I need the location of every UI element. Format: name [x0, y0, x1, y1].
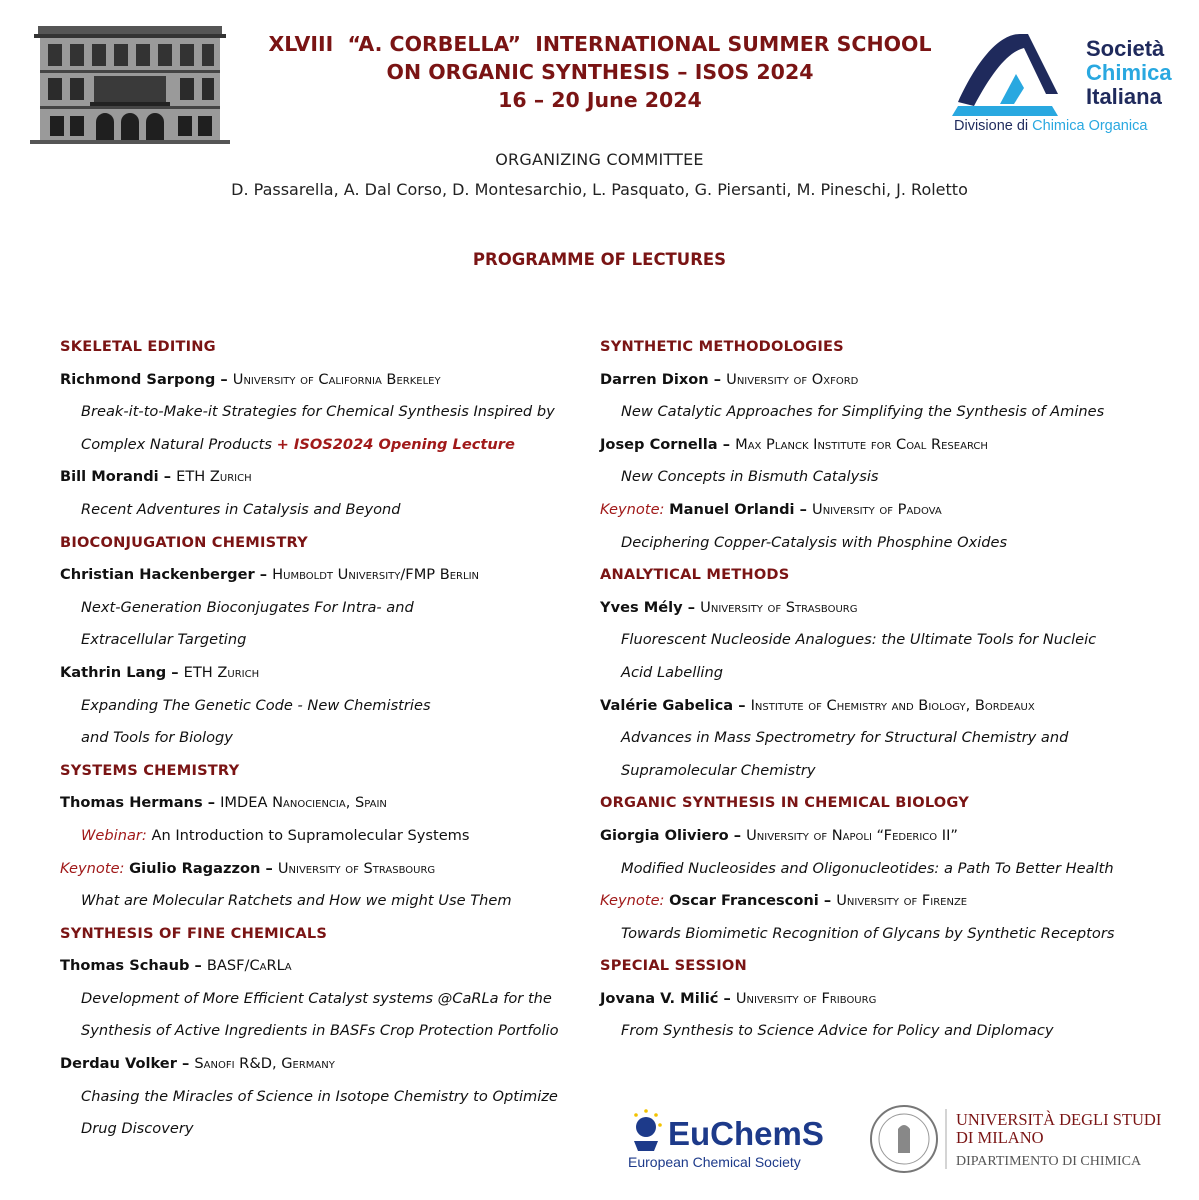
sci-division-b: Chimica Organica — [1032, 118, 1148, 134]
speaker-affiliation: Humboldt University/FMP Berlin — [272, 566, 480, 584]
section-heading: SYSTEMS CHEMISTRY — [60, 761, 240, 779]
speaker-affiliation: University of Fribourg — [735, 989, 877, 1007]
speaker-affiliation: University of Napoli “Federico II” — [746, 826, 958, 844]
speaker-affiliation: Sanofi R&D, Germany — [194, 1055, 335, 1073]
lecture-title: Webinar: An Introduction to Supramolecular Systems — [81, 826, 470, 844]
unimi-line-1: UNIVERSITÀ DEGLI STUDI — [956, 1110, 1162, 1129]
section-heading: ORGANIC SYNTHESIS IN CHEMICAL BIOLOGY — [600, 794, 970, 812]
speaker-affiliation: University of Padova — [812, 500, 942, 518]
speaker-name: Jovana V. Milić — [600, 989, 719, 1007]
euchems-subtitle: European Chemical Society — [628, 1154, 801, 1170]
speaker-line: Keynote: Giulio Ragazzon – University of Strasbourg — [60, 859, 436, 877]
lecture-title: and Tools for Biology — [81, 729, 233, 747]
speaker-line: Darren Dixon – University of Oxford — [600, 370, 859, 388]
speaker-affiliation: Institute of Chemistry and Biology, Bordeaux — [750, 696, 1035, 714]
speaker-name: Valérie Gabelica — [600, 696, 734, 714]
euchems-star-icon — [634, 1109, 662, 1151]
euchems-name: EuChemS — [668, 1115, 824, 1152]
speaker-name: Thomas Schaub — [60, 957, 190, 975]
title-line-2: ON ORGANIC SYNTHESIS – ISOS 2024 — [386, 60, 814, 84]
lecture-title: Extracellular Targeting — [81, 631, 247, 649]
speaker-line: Kathrin Lang – ETH Zurich — [60, 663, 260, 681]
sci-division-a: Divisione di — [954, 118, 1033, 134]
speaker-name: Derdau Volker — [60, 1055, 177, 1073]
lecture-title: Towards Biomimetic Recognition of Glycans by Synthetic Receptors — [621, 924, 1115, 942]
speaker-line: Josep Cornella – Max Planck Institute for Coal Research — [600, 435, 988, 453]
speaker-affiliation: University of Firenze — [836, 892, 968, 910]
lecture-title: Advances in Mass Spectrometry for Structural Chemistry and — [621, 729, 1069, 747]
speaker-name: Oscar Francesconi — [669, 892, 819, 910]
keynote-label: Keynote: — [600, 892, 665, 910]
keynote-label: Keynote: — [60, 859, 125, 877]
lecture-title: From Synthesis to Science Advice for Policy and Diplomacy — [621, 1022, 1054, 1040]
speaker-name: Christian Hackenberger — [60, 566, 255, 584]
title-line-3: 16 – 20 June 2024 — [498, 88, 702, 112]
speaker-line: Richmond Sarpong – University of California Berkeley — [60, 370, 441, 388]
speaker-affiliation: ETH Zurich — [176, 468, 252, 486]
speaker-line: Bill Morandi – ETH Zurich — [60, 468, 252, 486]
speaker-affiliation: University of Strasbourg — [700, 598, 858, 616]
lecture-title: New Catalytic Approaches for Simplifying the Synthesis of Amines — [621, 403, 1105, 421]
speaker-name: Thomas Hermans — [60, 794, 203, 812]
speaker-line: Valérie Gabelica – Institute of Chemistry and Biology, Bordeaux — [600, 696, 1035, 714]
speaker-name: Giorgia Oliviero — [600, 826, 729, 844]
keynote-label: Keynote: — [600, 500, 665, 518]
lecture-title: Chasing the Miracles of Science in Isotope Chemistry to Optimize — [81, 1087, 558, 1105]
lecture-title: Recent Adventures in Catalysis and Beyond — [81, 500, 401, 518]
lecture-title: Development of More Efficient Catalyst systems @CaRLa for the — [81, 989, 552, 1007]
programme-title: PROGRAMME OF LECTURES — [472, 250, 727, 269]
speaker-name: Yves Mély — [600, 598, 683, 616]
opening-lecture-label: + ISOS2024 Opening Lecture — [276, 435, 515, 453]
speaker-line: Keynote: Oscar Francesconi – University of Firenze — [600, 892, 968, 910]
sci-division — [954, 118, 1148, 134]
speaker-line: Derdau Volker – Sanofi R&D, Germany — [60, 1055, 335, 1073]
sci-line-2: Chimica — [1086, 60, 1172, 85]
lecture-title: New Concepts in Bismuth Catalysis — [621, 468, 879, 486]
lecture-title: Expanding The Genetic Code - New Chemistries — [81, 696, 431, 714]
lecture-title: Acid Labelling — [621, 663, 723, 681]
speaker-line: Thomas Schaub – BASF/CaRLa — [60, 957, 292, 975]
speaker-affiliation: IMDEA Nanociencia, Spain — [220, 794, 387, 812]
speaker-name: Josep Cornella — [600, 435, 718, 453]
section-heading: ANALYTICAL METHODS — [600, 566, 790, 584]
committee-members: D. Passarella, A. Dal Corso, D. Montesarchio, L. Pasquato, G. Piersanti, M. Pineschi, J. Roletto — [231, 180, 968, 199]
speaker-line: Thomas Hermans – IMDEA Nanociencia, Spain — [60, 794, 387, 812]
speaker-line: Yves Mély – University of Strasbourg — [600, 598, 858, 616]
speaker-affiliation: University of California Berkeley — [232, 370, 441, 388]
societa-chimica-italiana-logo — [950, 24, 1186, 136]
speaker-name: Giulio Ragazzon — [129, 859, 261, 877]
unimi-seal-icon — [871, 1106, 937, 1172]
lecture-title: Drug Discovery — [81, 1120, 194, 1138]
speaker-line: Christian Hackenberger – Humboldt University/FMP Berlin — [60, 566, 480, 584]
speaker-name: Darren Dixon — [600, 370, 709, 388]
speaker-name: Richmond Sarpong — [60, 370, 216, 388]
lecture-title: Fluorescent Nucleoside Analogues: the Ultimate Tools for Nucleic — [621, 631, 1097, 649]
section-heading: SYNTHESIS OF FINE CHEMICALS — [60, 924, 328, 942]
speaker-name: Bill Morandi — [60, 468, 159, 486]
unimi-line-2: DI MILANO — [956, 1128, 1044, 1147]
webinar-label: Webinar: — [81, 826, 147, 844]
unimi-logo — [868, 1103, 1168, 1175]
sci-line-1: Società — [1086, 36, 1165, 61]
lecture-title: Deciphering Copper-Catalysis with Phosphine Oxides — [621, 533, 1008, 551]
section-heading: SKELETAL EDITING — [60, 338, 216, 355]
lecture-title: Next-Generation Bioconjugates For Intra- and — [81, 598, 414, 616]
speaker-name: Manuel Orlandi — [669, 500, 795, 518]
committee-heading: ORGANIZING COMMITTEE — [495, 150, 704, 169]
speaker-line: Keynote: Manuel Orlandi – University of Padova — [600, 500, 942, 518]
section-heading: SPECIAL SESSION — [600, 957, 747, 975]
lecture-title: Synthesis of Active Ingredients in BASFs Crop Protection Portfolio — [81, 1022, 559, 1040]
speaker-line: Giorgia Oliviero – University of Napoli “Federico II” — [600, 826, 958, 844]
sci-line-3: Italiana — [1086, 84, 1162, 109]
speaker-line: Jovana V. Milić – University of Fribourg — [600, 989, 877, 1007]
title-line-1: XLVIII “A. CORBELLA” INTERNATIONAL SUMMER SCHOOL — [268, 32, 932, 56]
lecture-title: Supramolecular Chemistry — [621, 761, 816, 779]
euchems-logo — [628, 1105, 838, 1175]
section-heading: SYNTHETIC METHODOLOGIES — [600, 338, 844, 355]
school-title — [240, 30, 960, 114]
villa-building-illustration — [30, 22, 230, 144]
lecture-title: Complex Natural Products + ISOS2024 Opening Lecture — [81, 435, 515, 453]
right-column — [600, 331, 1160, 1048]
speaker-affiliation: University of Strasbourg — [277, 859, 436, 877]
speaker-affiliation: University of Oxford — [726, 370, 859, 388]
lecture-title: Break-it-to-Make-it Strategies for Chemical Synthesis Inspired by — [81, 403, 555, 421]
left-column — [60, 331, 600, 1146]
unimi-line-3: DIPARTIMENTO DI CHIMICA — [956, 1154, 1142, 1169]
speaker-affiliation: ETH Zurich — [183, 663, 260, 681]
speaker-affiliation: Max Planck Institute for Coal Research — [735, 435, 988, 453]
lecture-title: What are Molecular Ratchets and How we might Use Them — [81, 892, 512, 910]
section-heading: BIOCONJUGATION CHEMISTRY — [60, 533, 308, 551]
speaker-name: Kathrin Lang — [60, 663, 167, 681]
lecture-title: Modified Nucleosides and Oligonucleotides: a Path To Better Health — [621, 859, 1114, 877]
speaker-affiliation: BASF/CaRLa — [206, 957, 292, 975]
